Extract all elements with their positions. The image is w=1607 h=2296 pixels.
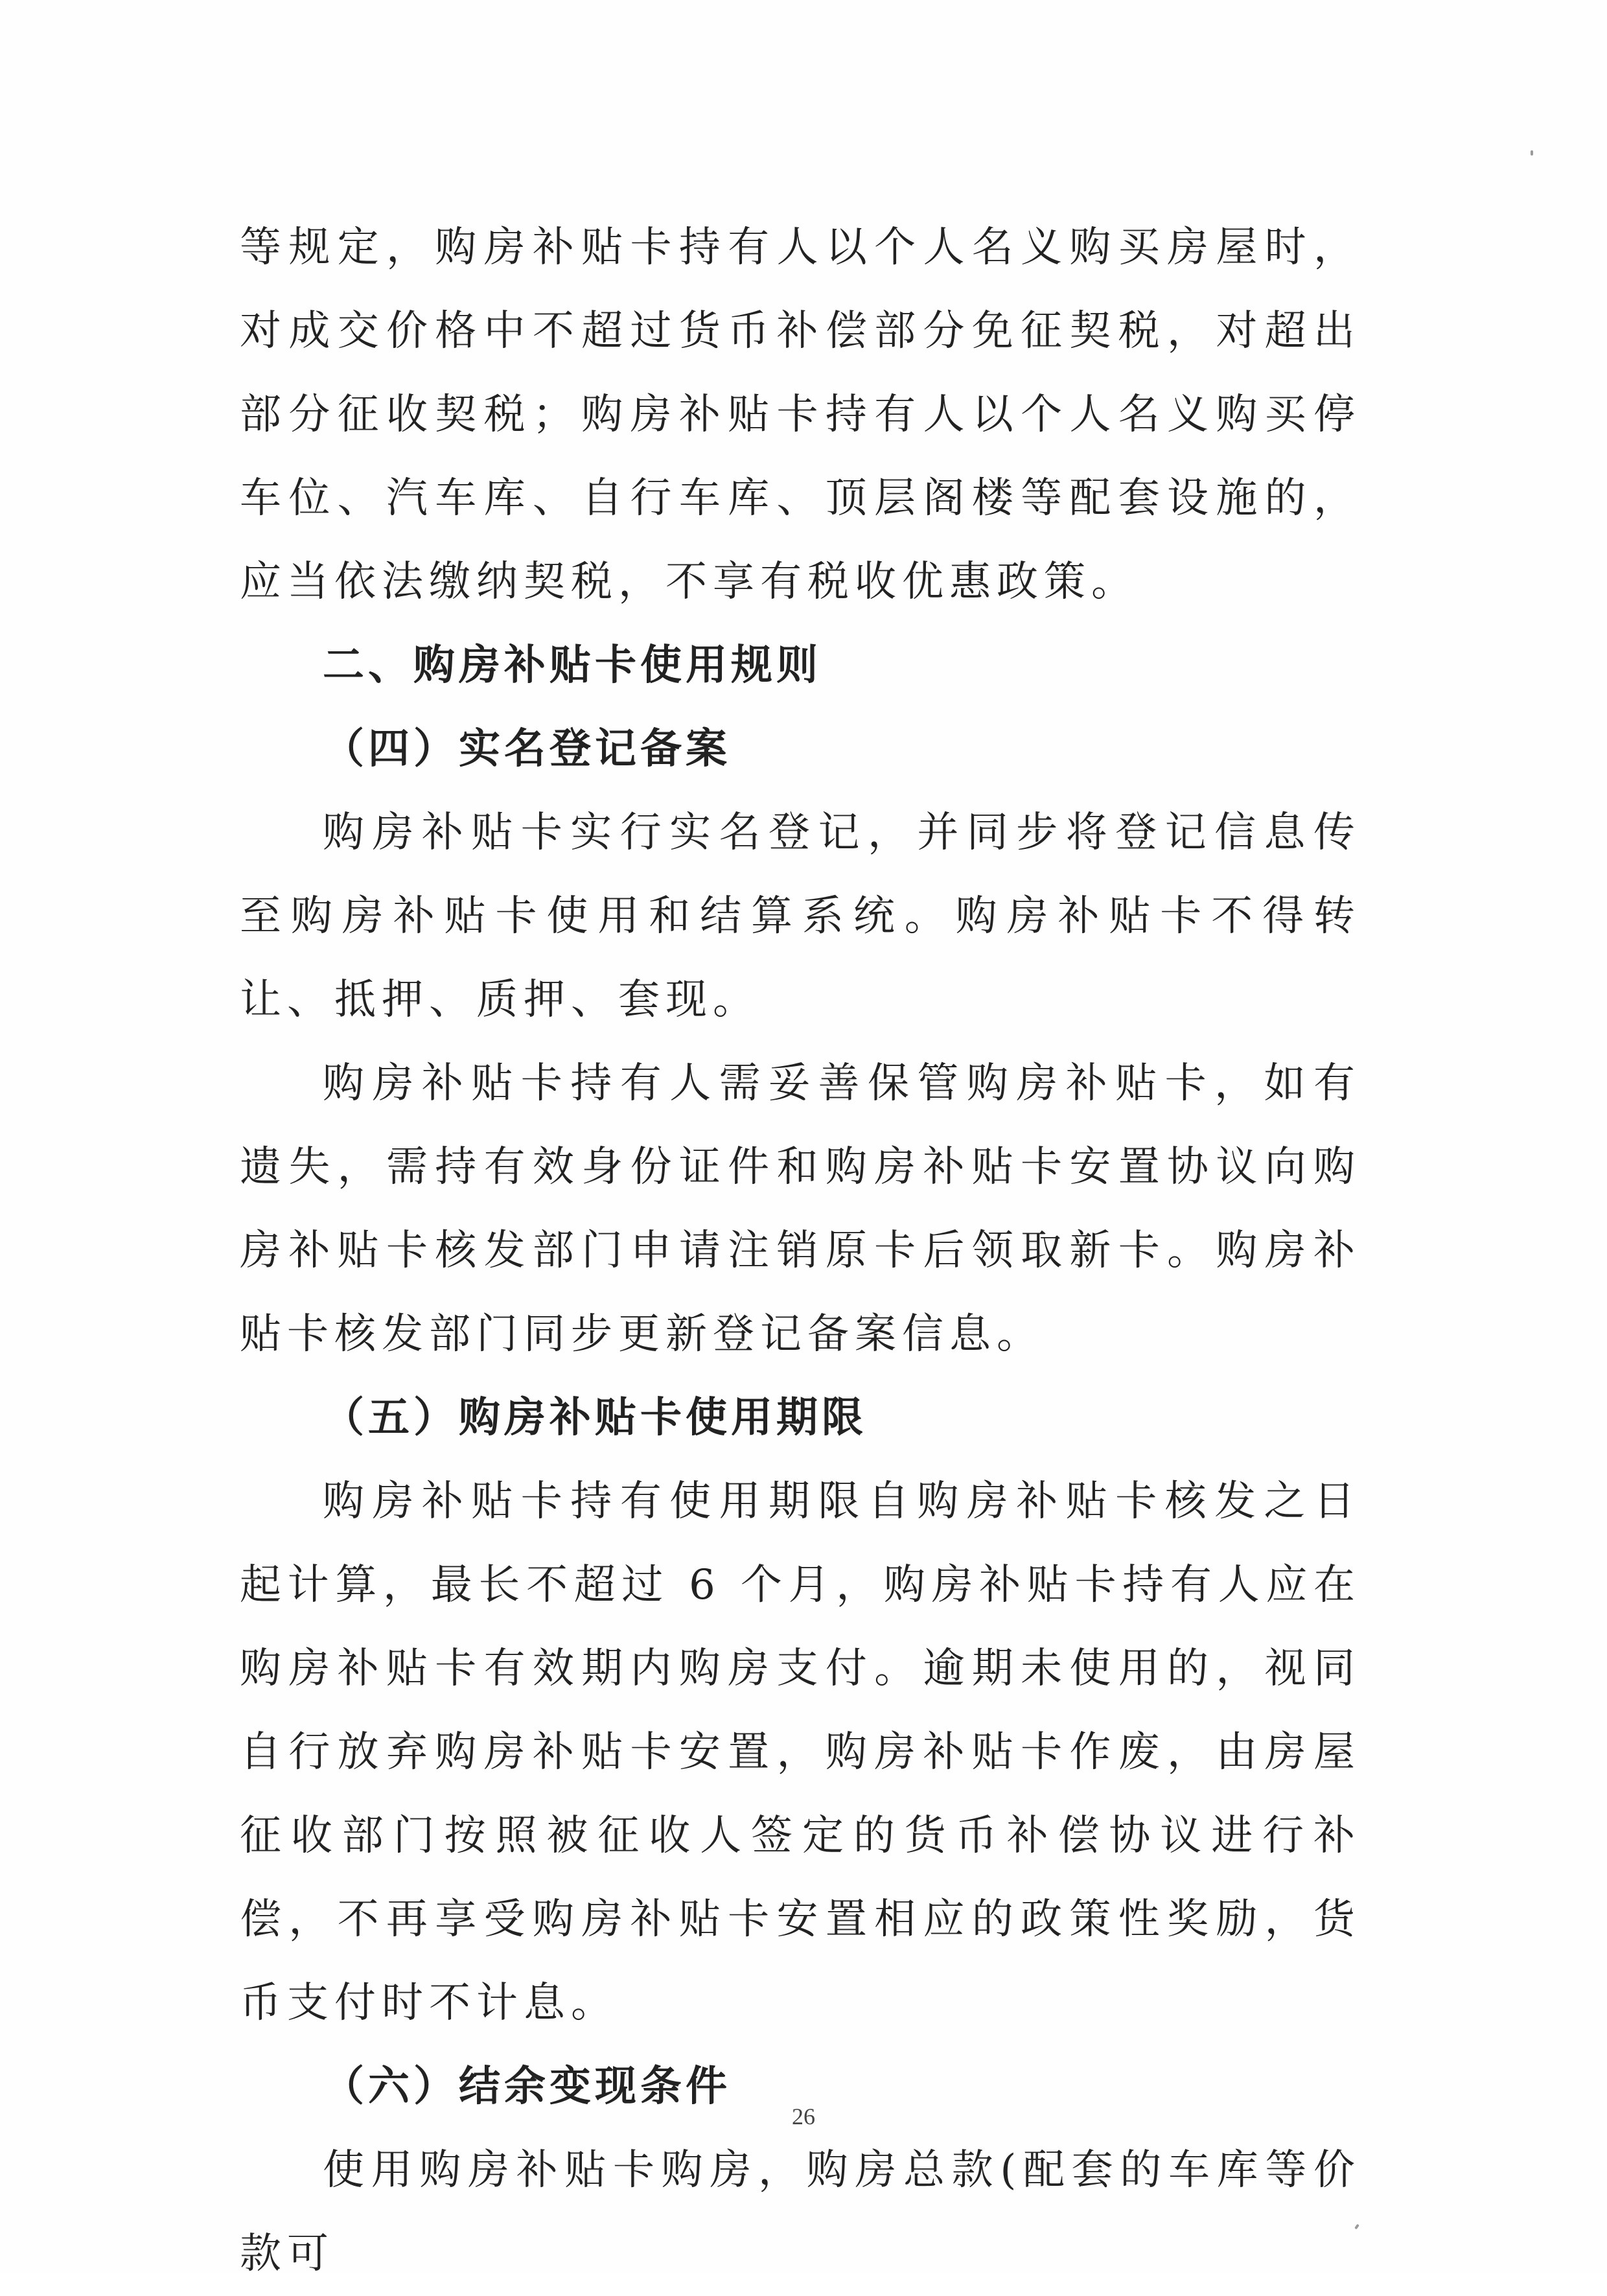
paragraph-balance-cash-out: 使用购房补贴卡购房，购房总款(配套的车库等价款可 bbox=[240, 2146, 1361, 2278]
page-number: 26 bbox=[792, 2104, 815, 2129]
paragraph-lost-card: 购房补贴卡持有人需妥善保管购房补贴卡，如有遗失，需持有效身份证件和购房补贴卡安置协议向购房补贴卡核发部门申请注销原卡后领取新卡。购房补贴卡核发部门同步更新登记备案信息。 bbox=[240, 1060, 1361, 1358]
scan-speck-top-right bbox=[1531, 150, 1533, 156]
subsection-heading-validity-period: （五）购房补贴卡使用期限 bbox=[323, 1394, 867, 1442]
paragraph-continued-deed-tax: 等规定，购房补贴卡持有人以个人名义购买房屋时，对成交价格中不超过货币补偿部分免征契税，对超出部分征收契税；购房补贴卡持有人以个人名义购买停车位、汽车库、自行车库、顶层阁楼等配套设施的，应当依法缴纳契税，不享有税收优惠政策。 bbox=[240, 224, 1361, 606]
subsection-heading-real-name-registration: （四）实名登记备案 bbox=[323, 725, 731, 773]
page-body bbox=[240, 206, 1361, 2296]
paragraph-validity-period: 购房补贴卡持有使用期限自购房补贴卡核发之日起计算，最长不超过 6 个月，购房补贴卡持有人应在购房补贴卡有效期内购房支付。逾期未使用的，视同自行放弃购房补贴卡安置，购房补贴卡作废，由房屋征收部门按照被征收人签定的货币补偿协议进行补偿，不再享受购房补贴卡安置相应的政策性奖励，货币支付时不计息。 bbox=[240, 1478, 1361, 2027]
section-heading-usage-rules: 二、购房补贴卡使用规则 bbox=[323, 642, 822, 690]
paragraph-real-name-registration: 购房补贴卡实行实名登记，并同步将登记信息传至购房补贴卡使用和结算系统。购房补贴卡不得转让、抵押、质押、套现。 bbox=[240, 809, 1361, 1024]
subsection-heading-balance-cash-out: （六）结余变现条件 bbox=[323, 2063, 731, 2111]
